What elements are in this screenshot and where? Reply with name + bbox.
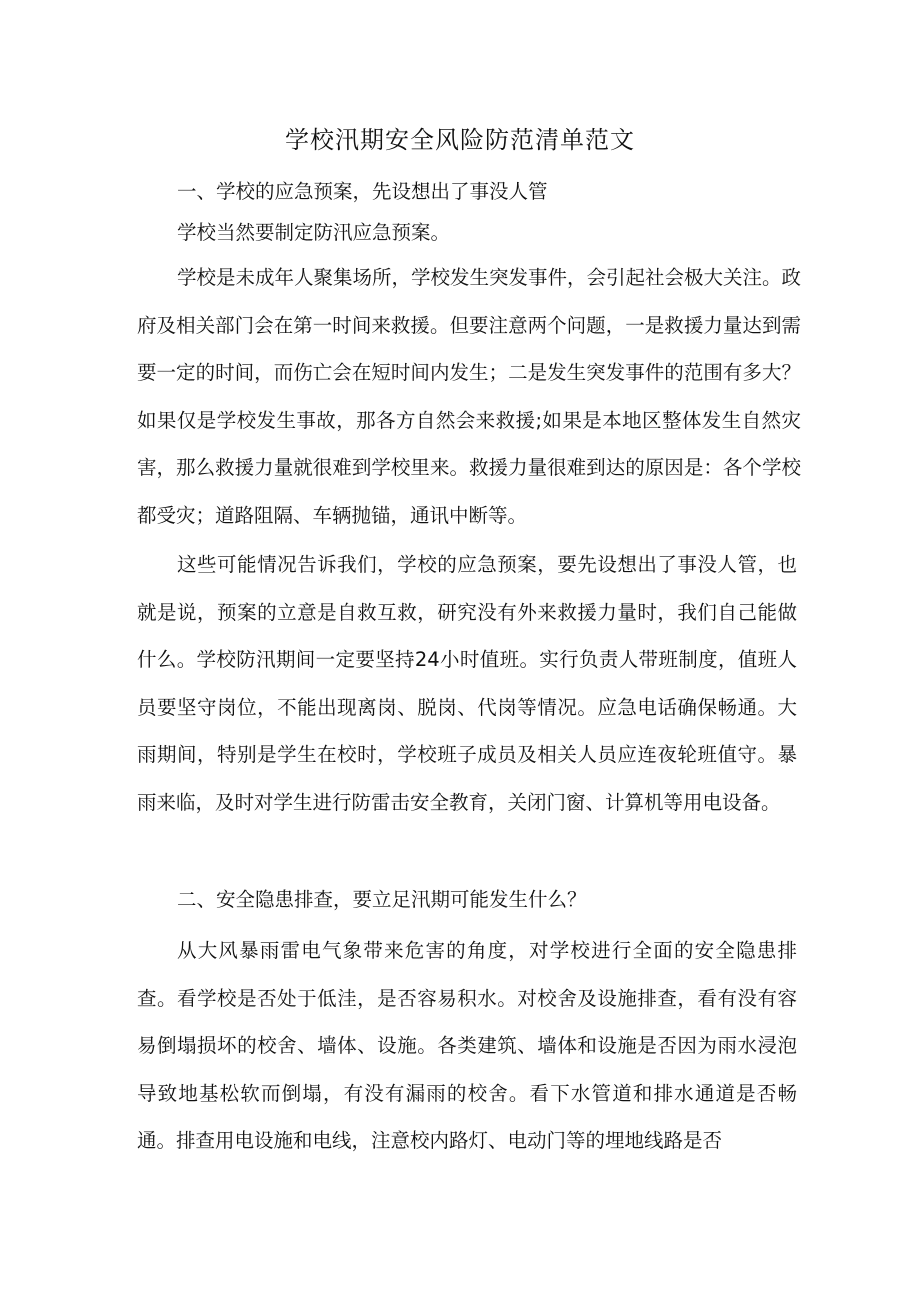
section-heading-1: 一、学校的应急预案，先设想出了事没人管 bbox=[177, 180, 548, 203]
paragraph-3: 这些可能情况告诉我们，学校的应急预案，要先设想出了事没人管，也就是说，预案的立意是自救互救，研究没有外来救援力量时，我们自己能做什么。学校防汛期间一定要坚持24小时值班。实行负责人带班制度，值班人员要坚守岗位，不能出现离岗、脱岗、代岗等情况。应急电话确保畅通。大雨期间，特别是学生在校时，学校班子成员及相关人员应连夜轮班值守。暴雨来临，及时对学生进行防雷击安全教育，关闭门窗、计算机等用电设备。 bbox=[137, 553, 797, 814]
paragraph-1: 学校当然要制定防汛应急预案。 bbox=[177, 221, 451, 244]
section-heading-2: 二、安全隐患排查，要立足汛期可能发生什么？ bbox=[177, 888, 587, 911]
paragraph-2: 学校是未成年人聚集场所，学校发生突发事件，会引起社会极大关注。政府及相关部门会在第一时间来救援。但要注意两个问题，一是救援力量达到需要一定的时间，而伤亡会在短时间内发生；二是发生突发事件的范围有多大？如果仅是学校发生事故，那各方自然会来救援;如果是本地区整体发生自然灾害，那么救援力量就很难到学校里来。救援力量很难到达的原因是：各个学校都受灾；道路阻隔、车辆抛锚，通讯中断等。 bbox=[137, 266, 802, 527]
paragraph-4: 从大风暴雨雷电气象带来危害的角度，对学校进行全面的安全隐患排查。看学校是否处于低洼，是否容易积水。对校舍及设施排查，看有没有容易倒塌损坏的校舍、墙体、设施。各类建筑、墙体和设施是否因为雨水浸泡导致地基松软而倒塌，有没有漏雨的校舍。看下水管道和排水通道是否畅通。排查用电设施和电线，注意校内路灯、电动门等的埋地线路是否 bbox=[137, 939, 797, 1152]
document-title: 学校汛期安全风险防范清单范文 bbox=[285, 126, 635, 154]
